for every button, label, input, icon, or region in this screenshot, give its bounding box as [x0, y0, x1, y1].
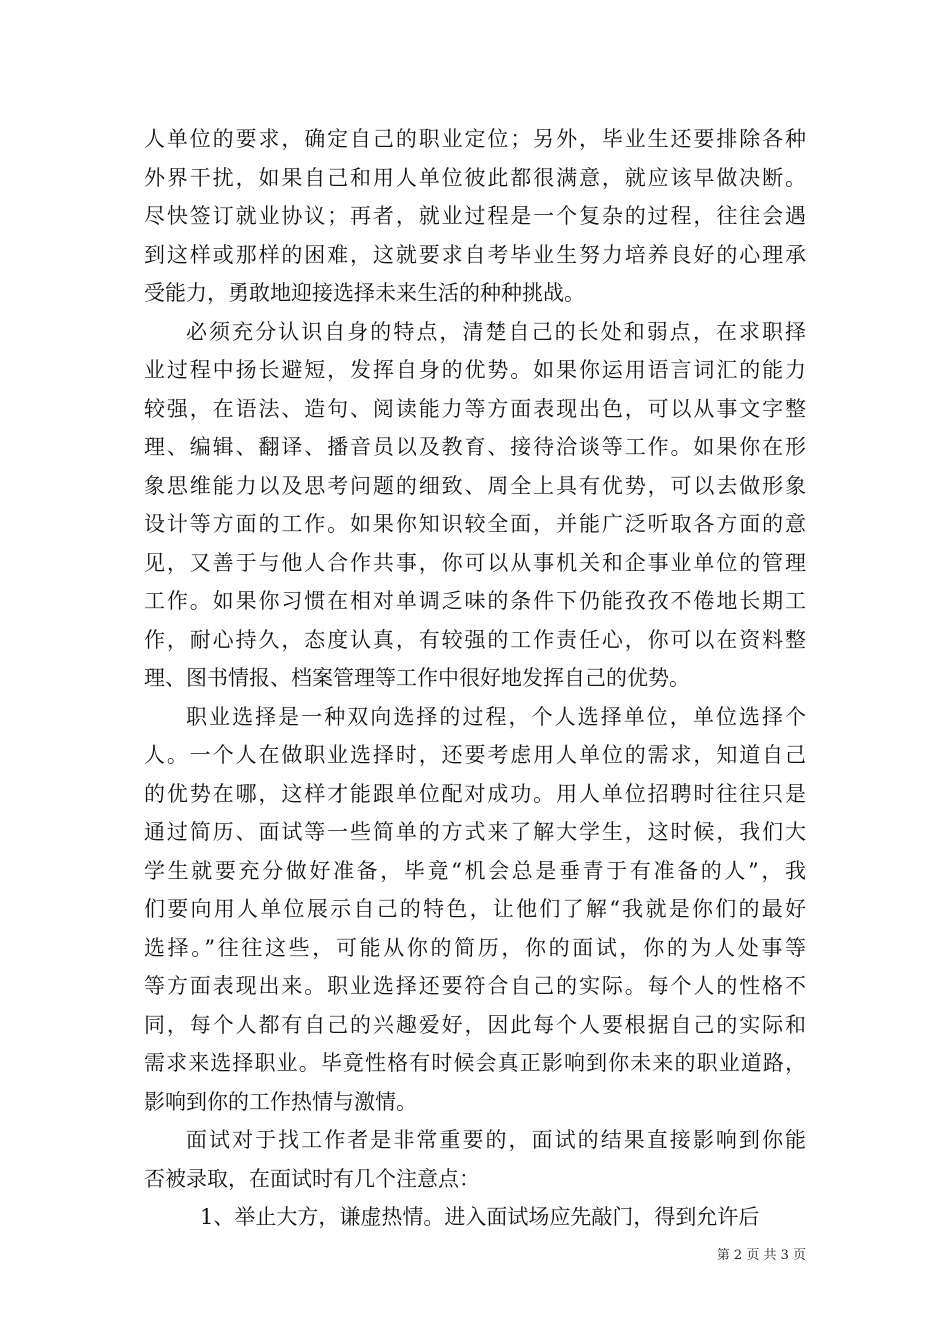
text-line: 通过简历、面试等一些简单的方式来了解大学生，这时候，我们大 [144, 820, 806, 844]
text-line: 见，又善于与他人合作共事，你可以从事机关和企事业单位的管理 [144, 550, 806, 575]
text-line: 同，每个人都有自己的兴趣爱好，因此每个人要根据自己的实际和 [144, 1012, 806, 1037]
text-line: 否被录取，在面试时有几个注意点： [144, 1166, 480, 1191]
text-line: 1、举止大方，谦虚热情。进入面试场应先敲门，得到允许后 [200, 1205, 760, 1229]
text-line: 外界干扰，如果自己和用人单位彼此都很满意，就应该早做决断。 [144, 165, 806, 190]
text-line: 到这样或那样的困难，这就要求自考毕业生努力培养良好的心理承 [144, 242, 806, 267]
text-line: 工作。如果你习惯在相对单调乏味的条件下仍能孜孜不倦地长期工 [144, 589, 806, 613]
text-line: 必须充分认识自身的特点，清楚自己的长处和弱点，在求职择 [186, 319, 806, 344]
paragraph [144, 698, 806, 1122]
list-item [144, 1198, 806, 1237]
text-line: 学生就要充分做好准备，毕竟“机会总是垂青于有准备的人”，我 [144, 858, 806, 883]
page-number: 第 2 页 共 3 页 [716, 1248, 806, 1263]
text-line: 的优势在哪，这样才能跟单位配对成功。用人单位招聘时往往只是 [144, 781, 806, 806]
paragraph [144, 313, 806, 698]
text-line: 设计等方面的工作。如果你知识较全面，并能广泛听取各方面的意 [144, 512, 806, 536]
text-line: 尽快签订就业协议；再者，就业过程是一个复杂的过程，往往会遇 [144, 204, 806, 228]
text-line: 象思维能力以及思考问题的细致、周全上具有优势，可以去做形象 [144, 473, 806, 498]
text-line: 受能力，勇敢地迎接选择未来生活的种种挑战。 [144, 281, 585, 305]
text-line: 理、图书情报、档案管理等工作中很好地发挥自己的优势。 [144, 666, 690, 690]
text-line: 较强，在语法、造句、阅读能力等方面表现出色，可以从事文字整 [144, 396, 806, 421]
text-line: 影响到你的工作热情与激情。 [144, 1089, 417, 1114]
text-line: 选择。”往往这些，可能从你的简历，你的面试，你的为人处事等 [144, 935, 806, 960]
document-body [144, 120, 806, 1237]
text-line: 作，耐心持久，态度认真，有较强的工作责任心，你可以在资料整 [144, 627, 806, 652]
text-line: 面试对于找工作者是非常重要的，面试的结果直接影响到你能 [186, 1128, 806, 1152]
text-line: 人。一个人在做职业选择时，还要考虑用人单位的需求，知道自己 [144, 743, 806, 767]
text-line: 们要向用人单位展示自己的特色，让他们了解“我就是你们的最好 [144, 897, 806, 921]
text-line: 人单位的要求，确定自己的职业定位；另外，毕业生还要排除各种 [144, 127, 806, 151]
paragraph [144, 1121, 806, 1198]
text-line: 需求来选择职业。毕竟性格有时候会真正影响到你未来的职业道路， [144, 1051, 806, 1075]
text-line: 职业选择是一种双向选择的过程，个人选择单位，单位选择个 [186, 704, 806, 729]
text-line: 业过程中扬长避短，发挥自身的优势。如果你运用语言词汇的能力 [144, 358, 806, 382]
text-line: 理、编辑、翻译、播音员以及教育、接待洽谈等工作。如果你在形 [144, 435, 806, 459]
paragraph [144, 120, 806, 313]
text-line: 等方面表现出来。职业选择还要符合自己的实际。每个人的性格不 [144, 974, 806, 998]
